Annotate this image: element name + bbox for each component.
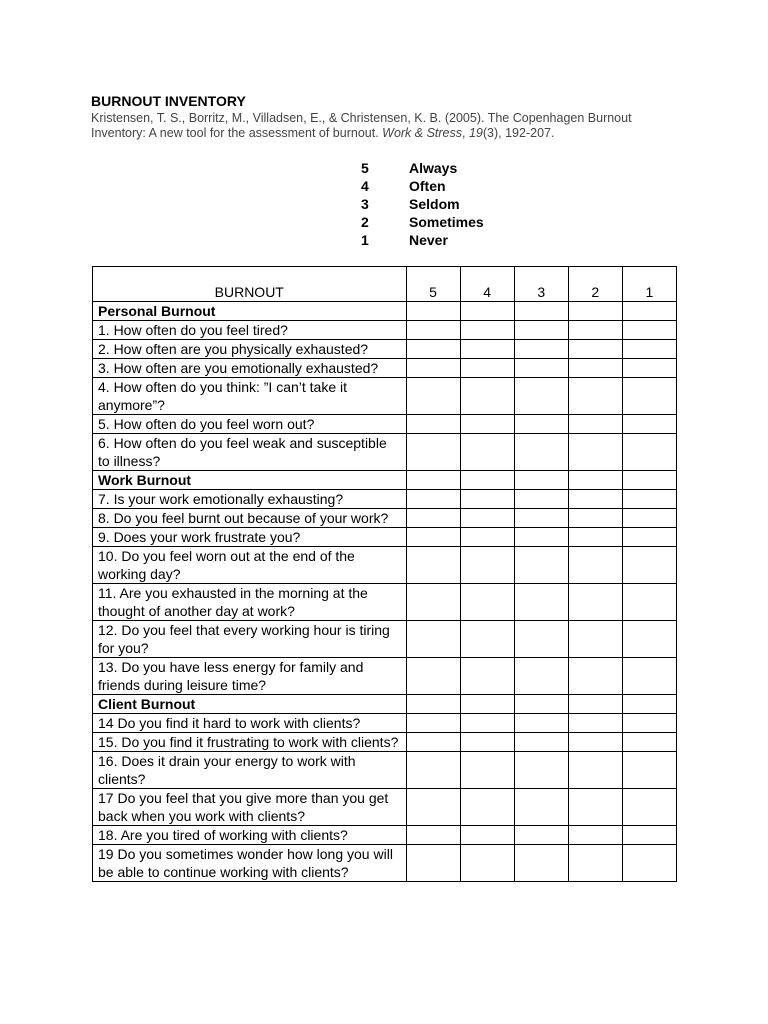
table-row — [93, 434, 677, 471]
rating-cell-2[interactable] — [568, 752, 622, 789]
rating-cell-2 — [568, 695, 622, 714]
rating-cell-1[interactable] — [622, 434, 676, 471]
rating-cell-3 — [514, 471, 568, 490]
table-row — [93, 826, 677, 845]
rating-cell-3[interactable] — [514, 789, 568, 826]
rating-cell-1 — [622, 302, 676, 321]
question-text: 7. Is your work emotionally exhausting? — [93, 490, 407, 509]
scale-row — [358, 159, 484, 177]
rating-cell-3[interactable] — [514, 434, 568, 471]
rating-cell-5[interactable] — [406, 789, 460, 826]
question-text: 8. Do you feel burnt out because of your work? — [93, 509, 407, 528]
rating-cell-2[interactable] — [568, 547, 622, 584]
rating-cell-2[interactable] — [568, 621, 622, 658]
rating-cell-5[interactable] — [406, 845, 460, 882]
table-row — [93, 490, 677, 509]
scale-label: Seldom — [409, 196, 460, 212]
rating-cell-3[interactable] — [514, 733, 568, 752]
header-col-4: 4 — [460, 267, 514, 302]
rating-cell-3[interactable] — [514, 752, 568, 789]
scale-value: 4 — [361, 178, 369, 194]
rating-cell-1[interactable] — [622, 340, 676, 359]
rating-cell-3[interactable] — [514, 490, 568, 509]
rating-cell-3[interactable] — [514, 826, 568, 845]
table-row — [93, 415, 677, 434]
table-row — [93, 789, 677, 826]
rating-cell-1[interactable] — [622, 509, 676, 528]
rating-cell-2[interactable] — [568, 434, 622, 471]
rating-cell-3[interactable] — [514, 658, 568, 695]
table-row — [93, 528, 677, 547]
rating-cell-4[interactable] — [460, 359, 514, 378]
section-row — [93, 471, 677, 490]
rating-cell-2[interactable] — [568, 845, 622, 882]
rating-cell-1[interactable] — [622, 547, 676, 584]
rating-cell-5 — [406, 695, 460, 714]
rating-cell-3[interactable] — [514, 359, 568, 378]
header-col-1: 1 — [622, 267, 676, 302]
rating-cell-4[interactable] — [460, 490, 514, 509]
rating-cell-4[interactable] — [460, 321, 514, 340]
scale-value: 1 — [361, 232, 369, 248]
rating-cell-5[interactable] — [406, 658, 460, 695]
rating-cell-5[interactable] — [406, 733, 460, 752]
header-col-3: 3 — [514, 267, 568, 302]
rating-cell-1[interactable] — [622, 752, 676, 789]
rating-scale-legend — [358, 159, 484, 249]
rating-cell-5[interactable] — [406, 415, 460, 434]
rating-cell-2[interactable] — [568, 658, 622, 695]
table-row — [93, 733, 677, 752]
table-row — [93, 378, 677, 415]
rating-cell-2 — [568, 302, 622, 321]
rating-cell-4[interactable] — [460, 434, 514, 471]
question-text: 14 Do you find it hard to work with clients? — [93, 714, 407, 733]
rating-cell-5 — [406, 471, 460, 490]
rating-cell-5[interactable] — [406, 621, 460, 658]
scale-value: 3 — [361, 196, 369, 212]
header-burnout: BURNOUT — [93, 267, 407, 302]
rating-cell-2[interactable] — [568, 528, 622, 547]
scale-row — [358, 231, 484, 249]
rating-cell-5[interactable] — [406, 378, 460, 415]
question-text: 6. How often do you feel weak and susceptible to illness? — [93, 434, 407, 471]
rating-cell-4[interactable] — [460, 378, 514, 415]
rating-cell-4[interactable] — [460, 826, 514, 845]
rating-cell-3[interactable] — [514, 845, 568, 882]
rating-cell-2[interactable] — [568, 359, 622, 378]
section-row — [93, 695, 677, 714]
rating-cell-2 — [568, 471, 622, 490]
rating-cell-3[interactable] — [514, 340, 568, 359]
rating-cell-5[interactable] — [406, 509, 460, 528]
rating-cell-4[interactable] — [460, 658, 514, 695]
rating-cell-4[interactable] — [460, 752, 514, 789]
question-text: 18. Are you tired of working with clients? — [93, 826, 407, 845]
rating-cell-1[interactable] — [622, 490, 676, 509]
question-text: 9. Does your work frustrate you? — [93, 528, 407, 547]
rating-cell-1[interactable] — [622, 359, 676, 378]
table-row — [93, 509, 677, 528]
rating-cell-2[interactable] — [568, 826, 622, 845]
rating-cell-1[interactable] — [622, 826, 676, 845]
rating-cell-4[interactable] — [460, 340, 514, 359]
section-row — [93, 302, 677, 321]
rating-cell-4 — [460, 695, 514, 714]
citation-journal: Work & Stress — [382, 126, 463, 140]
table-row — [93, 547, 677, 584]
question-text: 17 Do you feel that you give more than you get back when you work with clients? — [93, 789, 407, 826]
question-text: 5. How often do you feel worn out? — [93, 415, 407, 434]
rating-cell-5[interactable] — [406, 547, 460, 584]
table-row — [93, 621, 677, 658]
rating-cell-5[interactable] — [406, 359, 460, 378]
rating-cell-4[interactable] — [460, 733, 514, 752]
rating-cell-4[interactable] — [460, 509, 514, 528]
rating-cell-1[interactable] — [622, 415, 676, 434]
rating-cell-5[interactable] — [406, 826, 460, 845]
rating-cell-4[interactable] — [460, 528, 514, 547]
question-text: 2. How often are you physically exhausted? — [93, 340, 407, 359]
rating-cell-2[interactable] — [568, 714, 622, 733]
rating-cell-3 — [514, 695, 568, 714]
scale-label: Sometimes — [409, 214, 484, 230]
rating-cell-1 — [622, 471, 676, 490]
table-row — [93, 752, 677, 789]
rating-cell-2[interactable] — [568, 415, 622, 434]
scale-label: Never — [409, 232, 448, 248]
rating-cell-3[interactable] — [514, 547, 568, 584]
rating-cell-4[interactable] — [460, 415, 514, 434]
rating-cell-4[interactable] — [460, 584, 514, 621]
page-title: BURNOUT INVENTORY — [91, 93, 246, 109]
rating-cell-4[interactable] — [460, 789, 514, 826]
question-text: 4. How often do you think: ”I can’t take it anymore”? — [93, 378, 407, 415]
rating-cell-3[interactable] — [514, 714, 568, 733]
rating-cell-3[interactable] — [514, 528, 568, 547]
rating-cell-5[interactable] — [406, 752, 460, 789]
question-text: 11. Are you exhausted in the morning at the thought of another day at work? — [93, 584, 407, 621]
table-row — [93, 714, 677, 733]
section-heading: Work Burnout — [93, 471, 407, 490]
table-row — [93, 321, 677, 340]
header-col-5: 5 — [406, 267, 460, 302]
rating-cell-1[interactable] — [622, 378, 676, 415]
table-body — [93, 302, 677, 882]
section-heading: Client Burnout — [93, 695, 407, 714]
rating-cell-5[interactable] — [406, 714, 460, 733]
question-text: 19 Do you sometimes wonder how long you will be able to continue working with clients? — [93, 845, 407, 882]
rating-cell-5 — [406, 302, 460, 321]
scale-row — [358, 195, 484, 213]
rating-cell-4[interactable] — [460, 714, 514, 733]
citation — [91, 111, 671, 141]
rating-cell-4 — [460, 302, 514, 321]
citation-volume: 19 — [468, 126, 483, 140]
rating-cell-1[interactable] — [622, 845, 676, 882]
rating-cell-2[interactable] — [568, 733, 622, 752]
rating-cell-4[interactable] — [460, 547, 514, 584]
table-row — [93, 845, 677, 882]
scale-row — [358, 213, 484, 231]
rating-cell-4[interactable] — [460, 845, 514, 882]
burnout-inventory-table — [92, 266, 677, 882]
rating-cell-4[interactable] — [460, 621, 514, 658]
rating-cell-3[interactable] — [514, 321, 568, 340]
scale-label: Often — [409, 178, 446, 194]
rating-cell-2[interactable] — [568, 490, 622, 509]
rating-cell-3[interactable] — [514, 415, 568, 434]
rating-cell-3[interactable] — [514, 378, 568, 415]
question-text: 10. Do you feel worn out at the end of the working day? — [93, 547, 407, 584]
question-text: 16. Does it drain your energy to work with clients? — [93, 752, 407, 789]
scale-label: Always — [409, 160, 458, 176]
question-text: 1. How often do you feel tired? — [93, 321, 407, 340]
rating-cell-2[interactable] — [568, 789, 622, 826]
rating-cell-5[interactable] — [406, 528, 460, 547]
table-row — [93, 340, 677, 359]
scale-value: 5 — [361, 160, 369, 176]
rating-cell-1[interactable] — [622, 321, 676, 340]
table-row — [93, 359, 677, 378]
rating-cell-5[interactable] — [406, 490, 460, 509]
scale-value: 2 — [361, 214, 369, 230]
rating-cell-2[interactable] — [568, 584, 622, 621]
rating-cell-1[interactable] — [622, 584, 676, 621]
rating-cell-1[interactable] — [622, 789, 676, 826]
rating-cell-2[interactable] — [568, 340, 622, 359]
rating-cell-1[interactable] — [622, 733, 676, 752]
rating-cell-2[interactable] — [568, 321, 622, 340]
section-heading: Personal Burnout — [93, 302, 407, 321]
rating-cell-1[interactable] — [622, 528, 676, 547]
rating-cell-3[interactable] — [514, 584, 568, 621]
rating-cell-5[interactable] — [406, 434, 460, 471]
table-row — [93, 658, 677, 695]
rating-cell-5[interactable] — [406, 340, 460, 359]
rating-cell-4 — [460, 471, 514, 490]
rating-cell-1[interactable] — [622, 714, 676, 733]
rating-cell-5[interactable] — [406, 321, 460, 340]
citation-separator: , — [462, 126, 469, 140]
rating-cell-3[interactable] — [514, 621, 568, 658]
header-col-2: 2 — [568, 267, 622, 302]
rating-cell-3[interactable] — [514, 509, 568, 528]
citation-text: Kristensen, T. S., Borritz, M., Villadsen, E., & Christensen, K. B. (2005). The Copenhagen Burnout Inventory: A new tool for the assessment of burnout. — [91, 111, 632, 140]
question-text: 13. Do you have less energy for family and friends during leisure time? — [93, 658, 407, 695]
citation-pages: (3), 192-207. — [482, 126, 555, 140]
rating-cell-5[interactable] — [406, 584, 460, 621]
table-row — [93, 584, 677, 621]
table-header-row — [93, 267, 677, 302]
rating-cell-2[interactable] — [568, 509, 622, 528]
rating-cell-1[interactable] — [622, 621, 676, 658]
rating-cell-2[interactable] — [568, 378, 622, 415]
question-text: 12. Do you feel that every working hour is tiring for you? — [93, 621, 407, 658]
rating-cell-3 — [514, 302, 568, 321]
question-text: 3. How often are you emotionally exhausted? — [93, 359, 407, 378]
scale-row — [358, 177, 484, 195]
question-text: 15. Do you find it frustrating to work with clients? — [93, 733, 407, 752]
rating-cell-1[interactable] — [622, 658, 676, 695]
rating-cell-1 — [622, 695, 676, 714]
